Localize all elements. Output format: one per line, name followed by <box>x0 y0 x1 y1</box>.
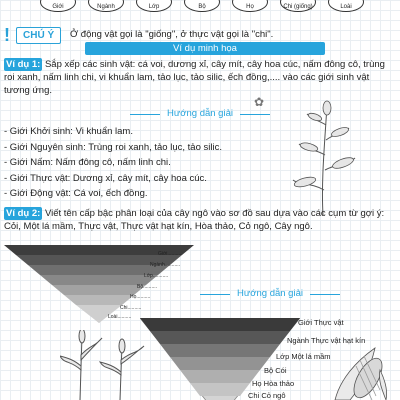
corn-plant-illustration <box>60 330 150 400</box>
fern-plant-illustration <box>285 100 360 215</box>
pyramid-label: Loài.......... <box>108 314 132 320</box>
pyramid-band <box>64 295 134 305</box>
pyramid-label: Giới.......... <box>158 251 182 257</box>
pyramid-label: Lớp........... <box>144 273 169 279</box>
example-1-tag: Ví dụ 1: <box>6 59 41 70</box>
bubble-ho: Họ <box>232 0 268 12</box>
answer-label: Họ Hòa thảo <box>252 379 295 388</box>
list-item: - Giới Thực vật: Dương xỉ, cây mít, cây hoa cúc. <box>4 172 207 184</box>
guide-heading-2-text: Hướng dẫn giải <box>237 288 303 299</box>
section-banner: Ví dụ minh họa <box>85 42 325 55</box>
pyramid-label: Bộ.......... <box>137 284 158 290</box>
pyramid-band <box>170 357 270 370</box>
pyramid-band <box>190 383 250 396</box>
answer-label: Chi Cỏ ngô <box>248 391 286 400</box>
guide-heading-1 <box>130 108 270 121</box>
answer-label: Giới Thực vật <box>298 318 344 327</box>
guide-heading-1-text: Hướng dẫn giải <box>167 108 233 119</box>
guide-heading-2 <box>200 288 340 301</box>
small-taxonomy-pyramid <box>4 245 194 325</box>
list-item: - Giới Khởi sinh: Vi khuẩn lam. <box>4 126 133 137</box>
pyramid-label: Ngành........... <box>150 262 181 268</box>
pyramid-band <box>150 331 290 344</box>
note-tag: CHÚ Ý <box>16 27 61 44</box>
flower-icon: ✿ <box>254 95 265 109</box>
taxonomy-bubble-row <box>40 0 360 14</box>
bubble-gioi: Giới <box>40 0 76 12</box>
example-1 <box>4 58 396 97</box>
heading-rule-left <box>200 294 230 295</box>
example-2-tag: Ví dụ 2: <box>6 208 41 219</box>
exclamation-icon: ! <box>4 25 10 45</box>
answer-label: Bộ Cói <box>264 366 287 375</box>
example-2-text: Viết tên cấp bậc phân loại của cây ngô vào sơ đồ sau dựa vào các cụm từ gợi ý: Cỏi, Một lá mầm, Thực vật, Thực vật hạt kín, Hòa thảo, Cỏ ngô, Cây ngô. <box>4 208 385 232</box>
bubble-bo: Bộ <box>184 0 220 12</box>
pyramid-band <box>180 370 260 383</box>
list-item: - Giới Nấm: Nấm đông cô, nấm linh chi. <box>4 157 171 168</box>
bubble-chi: Chi (giống) <box>280 0 316 12</box>
answer-1-list <box>4 124 254 202</box>
list-item: - Giới Động vật: Cá voi, ếch đồng. <box>4 188 148 199</box>
heading-rule-right <box>310 294 340 295</box>
heading-rule-left <box>130 114 160 115</box>
note-text: Ở động vật gọi là "giống", ở thực vật gọi là "chi". <box>70 29 274 40</box>
answer-label: Lớp Một lá mầm <box>276 352 331 361</box>
pyramid-label: Chi.......... <box>120 305 142 311</box>
bubble-loai: Loài <box>328 0 364 12</box>
pyramid-label: Họ.......... <box>130 294 151 300</box>
heading-rule-right <box>240 114 270 115</box>
pyramid-band <box>140 318 300 331</box>
list-item: - Giới Nguyên sinh: Trùng roi xanh, tảo lục, tảo silic. <box>4 141 222 153</box>
pyramid-band <box>160 344 280 357</box>
bubble-nganh: Ngành <box>88 0 124 12</box>
example-2 <box>4 207 396 233</box>
answer-label: Ngành Thực vật hạt kín <box>287 336 366 345</box>
example-1-text: Sắp xếp các sinh vật: cá voi, dương xỉ, cây mít, cây hoa cúc, nấm đông cô, trùng roi xanh, nấm linh chi, vi khuẩn lam, tảo lục, tảo silic, ếch đồng,.... vào các giới sinh vật tương ứng. <box>4 59 385 96</box>
corn-cob-illustration <box>330 340 390 400</box>
bubble-lop: Lớp <box>136 0 172 12</box>
